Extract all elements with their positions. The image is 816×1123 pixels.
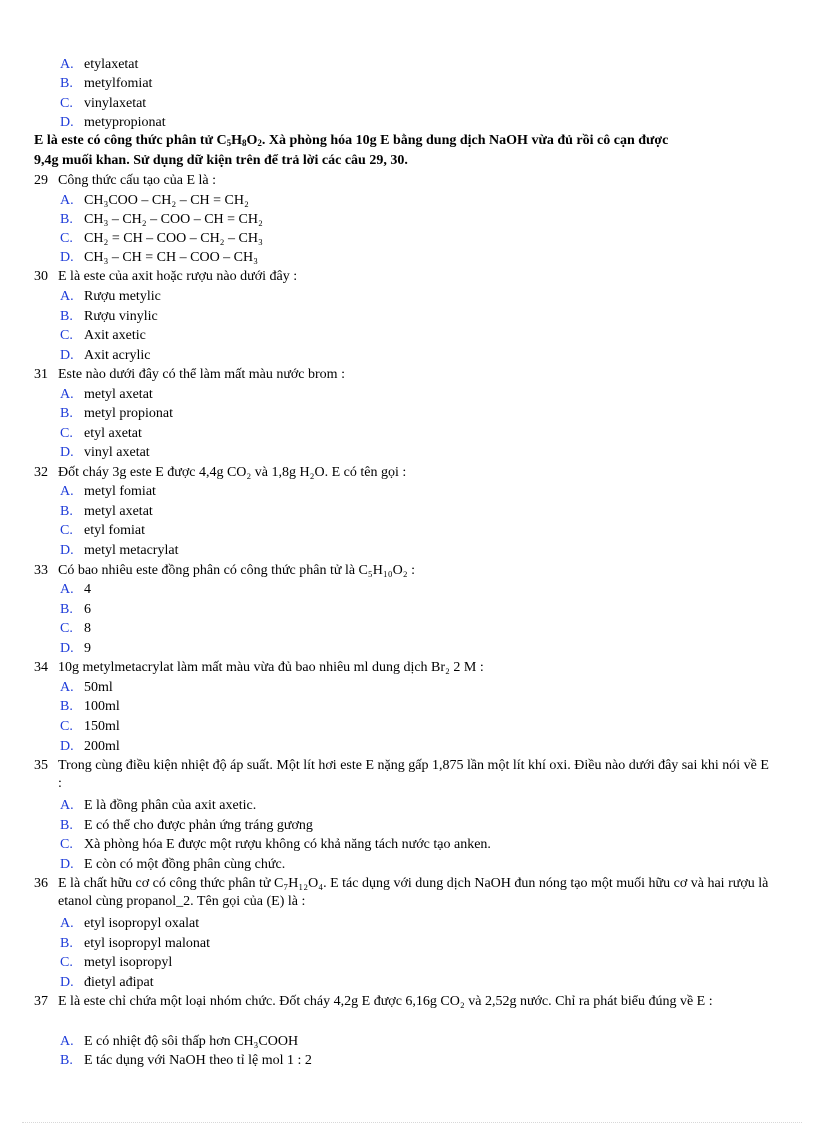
- question-number: 31: [34, 367, 48, 382]
- option-text: metyl propionat: [84, 406, 174, 421]
- option: [60, 483, 156, 501]
- option-text: metyl axetat: [84, 387, 153, 402]
- option: [60, 249, 258, 267]
- question-35: [34, 757, 774, 793]
- option: [60, 620, 91, 638]
- option: [60, 601, 91, 619]
- question-number: 35: [34, 758, 48, 773]
- option: [60, 718, 120, 736]
- option: [60, 522, 145, 540]
- option-text: E tác dụng với NaOH theo tỉ lệ mol 1 : 2: [84, 1053, 312, 1068]
- question-text: Đốt cháy 3g este E được 4,4g CO₂ và 1,8g H₂O. E có tên gọi :: [58, 465, 407, 480]
- option-text: Rượu metylic: [84, 289, 161, 304]
- option-letter: C.: [60, 955, 73, 970]
- option-letter: C.: [60, 96, 73, 111]
- option: [60, 503, 153, 521]
- option-text: 50ml: [84, 680, 113, 695]
- option-letter: C.: [60, 523, 73, 538]
- option: [60, 1033, 298, 1051]
- option-letter: C.: [60, 837, 73, 852]
- question-30: [34, 268, 297, 286]
- option-letter: D.: [60, 975, 74, 990]
- question-36: [34, 875, 774, 911]
- option-text: CH₃COO – CH₂ – CH = CH₂: [84, 193, 249, 208]
- option-letter: D.: [60, 115, 74, 130]
- option-letter: B.: [60, 212, 73, 227]
- option-letter: A.: [60, 193, 74, 208]
- option-text: metyl metacrylat: [84, 543, 179, 558]
- option: [60, 542, 178, 560]
- option: [60, 56, 138, 74]
- option: [60, 738, 120, 756]
- option-text: etyl isopropyl oxalat: [84, 916, 200, 931]
- option: [60, 308, 158, 326]
- option-text: metylfomiat: [84, 76, 153, 91]
- option: [60, 95, 146, 113]
- option-text: Rượu vinylic: [84, 309, 158, 324]
- option: [60, 347, 150, 365]
- option: [60, 698, 120, 716]
- option-letter: B.: [60, 76, 73, 91]
- option-text: metyl axetat: [84, 504, 153, 519]
- question-37: [34, 993, 774, 1011]
- option-text: 4: [84, 582, 91, 597]
- question-text: Este nào dưới đây có thể làm mất màu nước brom :: [58, 367, 345, 382]
- option: [60, 211, 263, 229]
- option-letter: C.: [60, 719, 73, 734]
- option-letter: A.: [60, 57, 74, 72]
- question-text: Công thức cấu tạo của E là :: [58, 173, 217, 188]
- question-text: Có bao nhiêu este đồng phân có công thức phân tử là C₅H₁₀O₂ :: [58, 563, 416, 578]
- option: [60, 405, 173, 423]
- option-letter: B.: [60, 818, 73, 833]
- option-letter: B.: [60, 504, 73, 519]
- question-number: 32: [34, 465, 48, 480]
- question-29: [34, 172, 216, 190]
- option-text: vinyl axetat: [84, 445, 150, 460]
- option-letter: B.: [60, 699, 73, 714]
- question-text: E là este của axit hoặc rượu nào dưới đây :: [58, 269, 298, 284]
- option: [60, 640, 91, 658]
- option-letter: A.: [60, 289, 74, 304]
- option-text: Axit axetic: [84, 328, 146, 343]
- option-text: 6: [84, 602, 91, 617]
- option-letter: B.: [60, 602, 73, 617]
- option-text: vinylaxetat: [84, 96, 147, 111]
- option-letter: A.: [60, 798, 74, 813]
- option-text: metyl isopropyl: [84, 955, 173, 970]
- option-text: Xà phòng hóa E được một rượu không có khả năng tách nước tạo anken.: [84, 837, 491, 852]
- option: [60, 288, 161, 306]
- option: [60, 327, 146, 345]
- question-text: Trong cùng điều kiện nhiệt độ áp suất. Một lít hơi este E nặng gấp 1,875 lần một lít khí oxi. Điều nào dưới đây sai khi nói về E :: [58, 758, 769, 791]
- option-text: 8: [84, 621, 91, 636]
- option-text: etyl fomiat: [84, 523, 146, 538]
- option-letter: C.: [60, 426, 73, 441]
- option: [60, 836, 491, 854]
- option-letter: A.: [60, 484, 74, 499]
- option: [60, 935, 210, 953]
- question-number: 37: [34, 994, 48, 1009]
- option: [60, 444, 150, 462]
- option: [60, 581, 91, 599]
- intro-line-1: E là este có công thức phân tử $C_5H_8O_2$. Xà phòng hóa 10g E bằng dung dịch NaOH vừa đủ rồi cô cạn được: [34, 133, 669, 148]
- option-text: metypropionat: [84, 115, 166, 130]
- option: [60, 817, 313, 835]
- question-number: 29: [34, 173, 48, 188]
- option: [60, 797, 256, 815]
- option-letter: A.: [60, 680, 74, 695]
- option-letter: C.: [60, 231, 73, 246]
- option: [60, 915, 199, 933]
- option-letter: D.: [60, 739, 74, 754]
- option: [60, 75, 152, 93]
- intro-paragraph: [34, 131, 774, 171]
- option-text: CH₃ – CH₂ – COO – CH = CH₂: [84, 212, 263, 227]
- question-31: [34, 366, 345, 384]
- option-text: etyl axetat: [84, 426, 142, 441]
- option-text: metyl fomiat: [84, 484, 156, 499]
- option-letter: D.: [60, 641, 74, 656]
- option: [60, 230, 263, 248]
- option: [60, 856, 285, 874]
- option-letter: C.: [60, 328, 73, 343]
- option-letter: B.: [60, 1053, 73, 1068]
- option: [60, 1052, 312, 1070]
- option: [60, 114, 166, 132]
- option-letter: D.: [60, 445, 74, 460]
- question-32: [34, 464, 406, 482]
- option: [60, 425, 142, 443]
- option-text: etylaxetat: [84, 57, 139, 72]
- option-text: 9: [84, 641, 91, 656]
- option-letter: B.: [60, 309, 73, 324]
- option-text: E là đồng phân của axit axetic.: [84, 798, 257, 813]
- option-text: đietyl ađipat: [84, 975, 154, 990]
- question-number: 34: [34, 660, 48, 675]
- option: [60, 679, 113, 697]
- question-34: [34, 659, 484, 677]
- intro-line-2: 9,4g muối khan. Sử dụng dữ kiện trên để trả lời các câu 29, 30.: [34, 153, 408, 168]
- option-text: Axit acrylic: [84, 348, 151, 363]
- option-letter: A.: [60, 387, 74, 402]
- option-letter: B.: [60, 936, 73, 951]
- option-text: 100ml: [84, 699, 120, 714]
- option-text: CH₂ = CH – COO – CH₂ – CH₃: [84, 231, 263, 246]
- option-text: CH₃ – CH = CH – COO – CH₃: [84, 250, 259, 265]
- question-number: 30: [34, 269, 48, 284]
- question-number: 36: [34, 876, 48, 891]
- question-number: 33: [34, 563, 48, 578]
- question-text: E là este chỉ chứa một loại nhóm chức. Đốt cháy 4,2g E được 6,16g CO₂ và 2,52g nước. Chỉ ra phát biểu đúng về E :: [58, 994, 713, 1009]
- option: [60, 974, 154, 992]
- option-letter: A.: [60, 582, 74, 597]
- option-letter: D.: [60, 250, 74, 265]
- option-text: 150ml: [84, 719, 120, 734]
- option-text: E có thể cho được phản ứng tráng gương: [84, 818, 313, 833]
- question-text: E là chất hữu cơ có công thức phân tử C₇H₁₂O₄. E tác dụng với dung dịch NaOH đun nóng tạo một muối hữu cơ và hai rượu là etanol cùng propanol_2. Tên gọi của (E) là :: [58, 876, 769, 909]
- question-33: [34, 562, 415, 580]
- option-letter: A.: [60, 1034, 74, 1049]
- option-letter: D.: [60, 857, 74, 872]
- option: [60, 954, 172, 972]
- option-text: E còn có một đồng phân cùng chức.: [84, 857, 286, 872]
- option-letter: B.: [60, 406, 73, 421]
- question-text: 10g metylmetacrylat làm mất màu vừa đủ bao nhiêu ml dung dịch Br₂ 2 M :: [58, 660, 484, 675]
- option-letter: C.: [60, 621, 73, 636]
- option-text: 200ml: [84, 739, 120, 754]
- option-letter: D.: [60, 543, 74, 558]
- option: [60, 386, 153, 404]
- option-letter: D.: [60, 348, 74, 363]
- option: [60, 192, 249, 210]
- option-letter: A.: [60, 916, 74, 931]
- option-text: E có nhiệt độ sôi thấp hơn CH₃COOH: [84, 1034, 299, 1049]
- option-text: etyl isopropyl malonat: [84, 936, 210, 951]
